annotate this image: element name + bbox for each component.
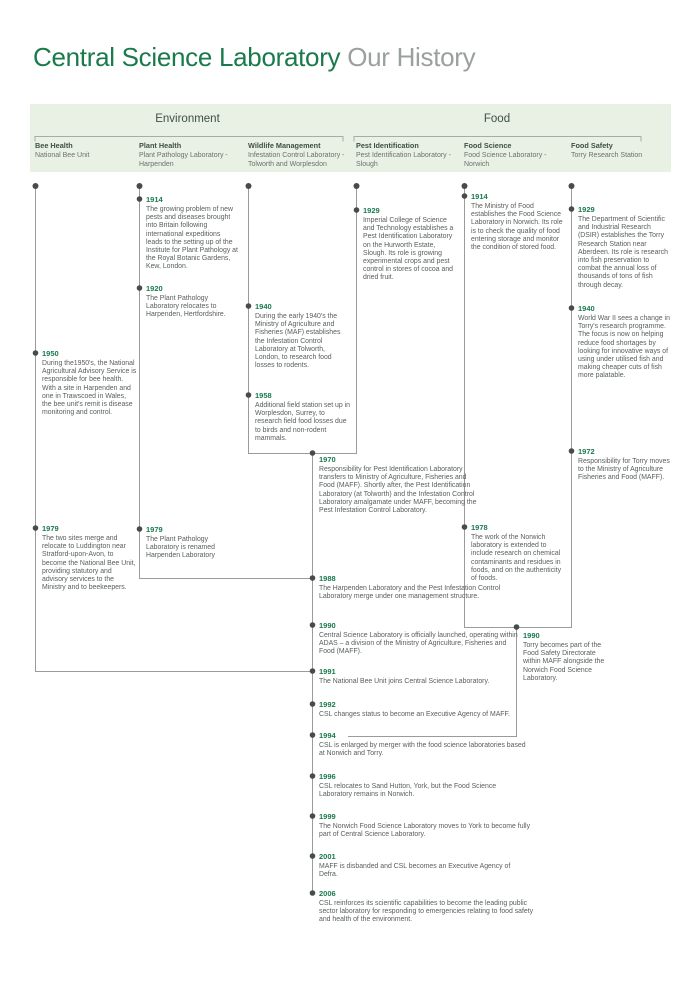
event-year: 1994 xyxy=(319,731,336,740)
food-bracket xyxy=(354,137,641,142)
event-text: Additional field station set up in Worplesdon, Surrey, to research field food losses due to birds and non-rodent mammals. xyxy=(255,402,350,442)
timeline-dot xyxy=(569,183,575,189)
page-title-secondary: Our History xyxy=(347,42,476,72)
event-text: The Norwich Food Science Laboratory moves to York to become fully part of Central Science Laboratory. xyxy=(319,823,531,839)
event-year: 1950 xyxy=(42,349,59,358)
colsub-wildlife: Infestation Control Laboratory - Tolworth and Worplesdon xyxy=(248,152,345,168)
event-text: The growing problem of new pests and diseases brought into Britain following international expeditions leads to the setting up of the Institute for Plant Pathology at the Royal Botanic Gardens, Kew, London. xyxy=(146,206,238,271)
timeline-dot xyxy=(137,526,143,532)
timeline-dot xyxy=(514,624,520,630)
event-text: Responsibility for Torry moves to the Ministry of Agriculture Fisheries and Food (MAFF). xyxy=(578,458,670,482)
event-year: 1990 xyxy=(523,631,540,640)
timeline-dot xyxy=(33,525,39,531)
timeline-dot xyxy=(310,668,316,674)
timeline-dot xyxy=(246,183,252,189)
timeline-dot xyxy=(462,524,468,530)
event-text: CSL reinforces its scientific capabilities to become the leading public sector laboratory for responding to emergencies relating to food safety and health of the environment. xyxy=(319,900,534,924)
event-year: 1920 xyxy=(146,284,163,293)
timeline-dot xyxy=(33,183,39,189)
group-label-environment: Environment xyxy=(155,113,220,125)
colsub-pest-id: Pest Identification Laboratory - Slough xyxy=(356,152,451,168)
event-text: During the early 1940's the Ministry of Agriculture and Fisheries (MAF) establishes the Infestation Control Laboratory at Tolworth, London, to research food losses to rodents. xyxy=(255,313,341,370)
event-year: 1999 xyxy=(319,812,336,821)
event-text: Torry becomes part of the Food Safety Directorate within MAFF alongside the Norwich Food Science Laboratory. xyxy=(523,642,605,682)
event-text: The work of the Norwich laboratory is extended to include research on chemical contaminants and residues in foods, and on the authenticity of foods. xyxy=(471,534,562,583)
event-text: World War II sees a change in Torry's research programme. The focus is now on helping reduce food shortages by looking for innovative ways of using under utilised fish and making cheaper cuts of fish more palatable. xyxy=(578,315,670,380)
event-text: CSL relocates to Sand Hutton, York, but the Food Science Laboratory remains in Norwich. xyxy=(319,783,497,799)
event-year: 1914 xyxy=(471,192,488,201)
event-text: During the1950's, the National Agricultural Advisory Service is responsible for bee health. With a site in Harpenden and one in Trawscoed in Wales, the bee unit's remit is disease monitoring and control. xyxy=(42,360,137,417)
colhead-plant-health: Plant Health xyxy=(139,141,182,150)
event-year: 1958 xyxy=(255,391,272,400)
colhead-food-safety: Food Safety xyxy=(571,141,613,150)
event-year: 1929 xyxy=(578,205,595,214)
environment-bracket xyxy=(35,137,343,142)
event-year: 1970 xyxy=(319,455,336,464)
event-text: MAFF is disbanded and CSL becomes an Executive Agency of Defra. xyxy=(319,863,511,879)
event-year: 1979 xyxy=(42,524,59,533)
event-text: The Plant Pathology Laboratory relocates to Harpenden, Hertfordshire. xyxy=(146,295,226,319)
event-year: 1940 xyxy=(255,302,272,311)
event-text: Responsibility for Pest Identification Laboratory transfers to Ministry of Agriculture, Fisheries and Food (MAFF). Shortly after, the Pest Identification Laboratory (at Tolworth) and the Infestation Control Laboratory amalgamate under MAFF, becoming the Pest Infestation Control Laboratory. xyxy=(319,466,477,515)
timeline-dot xyxy=(462,193,468,199)
event-text: CSL is enlarged by merger with the food science laboratories based at Norwich and Torry. xyxy=(319,742,526,758)
page-title-primary: Central Science Laboratory xyxy=(33,42,341,72)
timeline-dot xyxy=(310,622,316,628)
timeline-dot xyxy=(310,773,316,779)
timeline-dot xyxy=(569,305,575,311)
event-text: CSL changes status to become an Executive Agency of MAFF. xyxy=(319,711,510,718)
event-year: 1940 xyxy=(578,304,595,313)
timeline-dot xyxy=(462,183,468,189)
event-year: 1978 xyxy=(471,523,488,532)
timeline-dot xyxy=(310,890,316,896)
event-year: 1996 xyxy=(319,772,336,781)
colhead-bee-health: Bee Health xyxy=(35,141,73,150)
event-year: 2006 xyxy=(319,889,336,898)
colsub-plant-health: Plant Pathology Laboratory - Harpenden xyxy=(139,152,228,168)
colhead-food-science: Food Science xyxy=(464,141,512,150)
group-label-food: Food xyxy=(483,113,511,125)
timeline-dot xyxy=(310,853,316,859)
timeline-dot xyxy=(33,350,39,356)
timeline-dot xyxy=(354,183,360,189)
timeline-dot xyxy=(310,701,316,707)
event-text: The Plant Pathology Laboratory is renamed Harpenden Laboratory xyxy=(146,536,215,560)
timeline-dot xyxy=(310,575,316,581)
timeline-dot xyxy=(310,813,316,819)
timeline-dot xyxy=(137,285,143,291)
timeline-dot xyxy=(137,196,143,202)
colsub-bee-health: National Bee Unit xyxy=(35,152,90,159)
timeline-dot xyxy=(569,448,575,454)
event-year: 1979 xyxy=(146,525,163,534)
event-year: 1990 xyxy=(319,621,336,630)
timeline-dot xyxy=(310,732,316,738)
event-text: The Ministry of Food establishes the Food Science Laboratory in Norwich. Its role is to check the quality of food entering storage and monitor the condition of stored food. xyxy=(471,203,563,252)
event-year: 1914 xyxy=(146,195,163,204)
event-year: 1929 xyxy=(363,206,380,215)
timeline-dot xyxy=(569,206,575,212)
event-year: 1992 xyxy=(319,700,336,709)
event-text: Central Science Laboratory is officially launched, operating within ADAS – a division of the Ministry of Agriculture, Fisheries and Food (MAFF). xyxy=(319,632,518,656)
timeline-dot xyxy=(246,392,252,398)
event-text: The National Bee Unit joins Central Science Laboratory. xyxy=(319,678,490,685)
colsub-food-science: Food Science Laboratory - Norwich xyxy=(464,152,547,168)
timeline-dot xyxy=(137,183,143,189)
timeline-dot xyxy=(310,450,316,456)
event-year: 1988 xyxy=(319,574,336,583)
timeline-dot xyxy=(354,207,360,213)
colhead-pest-id: Pest Identification xyxy=(356,141,419,150)
colhead-wildlife: Wildlife Management xyxy=(248,141,321,150)
event-year: 1972 xyxy=(578,447,595,456)
timeline-dot xyxy=(246,303,252,309)
colsub-food-safety: Torry Research Station xyxy=(571,152,643,159)
event-text: Imperial College of Science and Technology establishes a Pest Identification Laboratory on the Hurworth Estate, Slough. Its role is growing experimental crops and pest control in stores of cocoa and dried fruit. xyxy=(363,217,454,282)
event-year: 2001 xyxy=(319,852,336,861)
event-text: The Department of Scientific and Industrial Research (DSIR) establishes the Torry Research Station near Aberdeen. Its role is research into fish preservation to combat the annual loss of thousands of tons of fish through decay. xyxy=(578,216,669,289)
event-text: The two sites merge and relocate to Luddington near Stratford-upon-Avon, to become the National Bee Unit, providing statutory and advisory services to the Ministry and to beekeepers. xyxy=(42,535,136,592)
event-year: 1991 xyxy=(319,667,336,676)
event-text: The Harpenden Laboratory and the Pest Infestation Control Laboratory merge under one management structure. xyxy=(319,585,501,601)
